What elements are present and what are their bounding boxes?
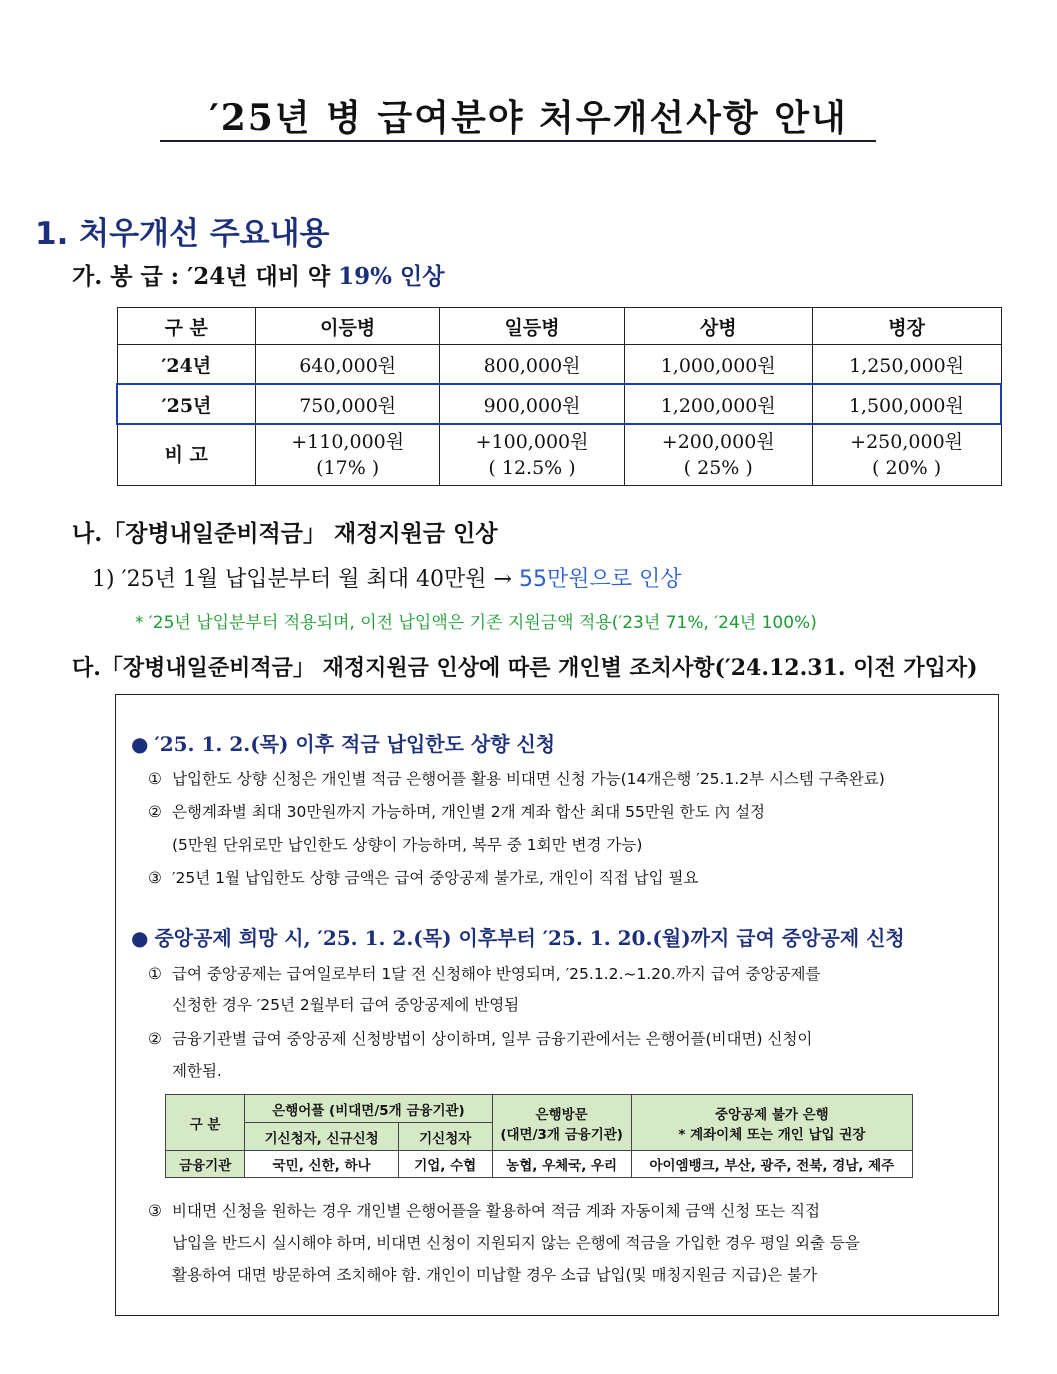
salary-header-cell: 구 분 xyxy=(117,308,256,345)
salary-row-label: ′24년 xyxy=(117,345,256,385)
list-item xyxy=(148,800,765,822)
bank-subheader-cell: 기신청자 xyxy=(398,1123,492,1151)
salary-cell: 800,000원 xyxy=(440,345,624,385)
subsection-a-prefix: 가. 봉 급 : ′24년 대비 약 xyxy=(72,263,339,290)
bank-cell: 국민, 신한, 하나 xyxy=(245,1151,399,1178)
item-text: 금융기관별 급여 중앙공제 신청방법이 상이하며, 일부 금융기관에서는 은행어플(비대면) 신청이 xyxy=(172,1030,813,1048)
list-item-continuation: 신청한 경우 ′25년 2월부터 급여 중앙공제에 반영됨 xyxy=(172,996,520,1014)
salary-header-cell: 상병 xyxy=(624,308,812,345)
bank-table-header-row xyxy=(166,1095,913,1123)
salary-row-2024 xyxy=(117,345,1001,385)
salary-cell: 750,000원 xyxy=(256,384,440,424)
salary-note-cell xyxy=(812,424,1001,486)
salary-header-cell: 일등병 xyxy=(440,308,624,345)
list-item-continuation: 활용하여 대면 방문하여 조치해야 함. 개인이 미납할 경우 소급 납입(및 매칭지원금 지급)은 불가 xyxy=(172,1266,818,1284)
item-text: 급여 중앙공제는 급여일로부터 1달 전 신청해야 반영되며, ′25.1.2.~1.20.까지 급여 중앙공제를 xyxy=(172,965,821,983)
item-text: 은행계좌별 최대 30만원까지 가능하며, 개인별 2개 계좌 합산 최대 55만원 한도 內 설정 xyxy=(172,803,766,821)
salary-table-header-row xyxy=(117,308,1001,345)
item1-highlight: 55만원으로 인상 xyxy=(518,567,682,592)
list-item-continuation: 납입을 반드시 실시해야 하며, 비대면 신청이 지원되지 않는 은행에 적금을 가입한 경우 평일 외출 등을 xyxy=(172,1234,860,1252)
item-number: ③ xyxy=(148,869,162,887)
list-item xyxy=(148,962,820,984)
subsection-b-item1 xyxy=(92,562,681,593)
none-header-line2: * 계좌이체 또는 개인 납입 권장 xyxy=(678,1126,866,1143)
increase-percent: (17% ) xyxy=(316,457,380,479)
bank-cell: 농협, 우체국, 우리 xyxy=(492,1151,631,1178)
bullet-icon: ● xyxy=(131,732,149,756)
item-number: ② xyxy=(148,1030,162,1048)
bank-header-cell xyxy=(492,1095,631,1151)
bank-subheader-cell: 기신청자, 신규신청 xyxy=(245,1123,399,1151)
salary-row-label: ′25년 xyxy=(117,384,256,424)
salary-row-note xyxy=(117,424,1001,486)
list-item xyxy=(148,866,698,888)
increase-amount: +110,000원 xyxy=(291,431,405,453)
bank-cell: 기업, 수협 xyxy=(398,1151,492,1178)
item-number: ② xyxy=(148,803,162,821)
bank-table-row xyxy=(166,1151,913,1178)
item-number: ③ xyxy=(148,1202,162,1220)
none-header-line1: 중앙공제 불가 은행 xyxy=(714,1106,829,1123)
list-item xyxy=(148,1027,812,1049)
salary-row-2025 xyxy=(117,384,1001,424)
visit-header-line2: (대면/3개 금융기관) xyxy=(500,1126,623,1143)
subsection-c-heading: 다.「장병내일준비적금」 재정지원금 인상에 따른 개인별 조치사항(′24.12.31. 이전 가입자) xyxy=(72,655,978,681)
bullet-heading-text: 중앙공제 희망 시, ′25. 1. 2.(목) 이후부터 ′25. 1. 20.(월)까지 급여 중앙공제 신청 xyxy=(154,926,905,950)
increase-percent: ( 12.5% ) xyxy=(488,457,576,479)
salary-cell: 1,200,000원 xyxy=(624,384,812,424)
list-item xyxy=(148,1199,820,1221)
salary-row-label: 비 고 xyxy=(117,424,256,486)
section1-heading: 1. 처우개선 주요내용 xyxy=(35,216,330,252)
list-item-continuation: 제한됨. xyxy=(172,1062,222,1080)
item-text: 납입한도 상향 신청은 개인별 적금 은행어플 활용 비대면 신청 가능(14개은행 ′25.1.2부 시스템 구축완료) xyxy=(172,770,885,788)
item-number: ① xyxy=(148,965,162,983)
bullet-heading-2 xyxy=(131,922,905,951)
salary-cell: 640,000원 xyxy=(256,345,440,385)
salary-note-cell xyxy=(440,424,624,486)
bullet-icon: ● xyxy=(131,926,149,950)
increase-amount: +200,000원 xyxy=(661,431,775,453)
salary-cell: 1,000,000원 xyxy=(624,345,812,385)
increase-amount: +100,000원 xyxy=(475,431,589,453)
bullet-heading-1 xyxy=(131,728,555,757)
salary-cell: 900,000원 xyxy=(440,384,624,424)
increase-percent: ( 25% ) xyxy=(683,457,753,479)
title-underline xyxy=(160,140,876,142)
salary-header-cell: 이등병 xyxy=(256,308,440,345)
item-text: 비대면 신청을 원하는 경우 개인별 은행어플을 활용하여 적금 계좌 자동이체 금액 신청 또는 직접 xyxy=(172,1202,821,1220)
bank-header-cell xyxy=(631,1095,912,1151)
bank-header-cell: 은행어플 (비대면/5개 금융기관) xyxy=(245,1095,492,1123)
item1-prefix: 1) ′25년 1월 납입분부터 월 최대 40만원 → xyxy=(92,567,519,592)
bank-table xyxy=(165,1094,913,1178)
salary-cell: 1,500,000원 xyxy=(812,384,1001,424)
page-title: ′25년 병 급여분야 처우개선사항 안내 xyxy=(209,97,848,139)
subsection-a-highlight: 19% 인상 xyxy=(338,263,445,290)
subsection-b-heading: 나.「장병내일준비적금」 재정지원금 인상 xyxy=(72,520,498,547)
list-item-continuation: (5만원 단위로만 납인한도 상향이 가능하며, 복무 중 1회만 변경 가능) xyxy=(172,836,643,854)
visit-header-line1: 은행방문 xyxy=(535,1106,588,1123)
salary-header-cell: 병장 xyxy=(812,308,1001,345)
salary-table xyxy=(116,307,1002,486)
subsection-b-footnote: * ′25년 납입분부터 적용되며, 이전 납입액은 기존 지원금액 적용(′23년 71%, ′24년 100%) xyxy=(135,613,817,633)
increase-amount: +250,000원 xyxy=(850,431,964,453)
bank-row-label: 금융기관 xyxy=(166,1151,245,1178)
salary-note-cell xyxy=(624,424,812,486)
salary-note-cell xyxy=(256,424,440,486)
item-text: ′25년 1월 납입한도 상향 금액은 급여 중앙공제 불가로, 개인이 직접 납입 필요 xyxy=(172,869,699,887)
list-item xyxy=(148,767,885,789)
bullet-heading-text: ′25. 1. 2.(목) 이후 적금 납입한도 상향 신청 xyxy=(154,732,556,756)
bank-cell: 아이엠뱅크, 부산, 광주, 전북, 경남, 제주 xyxy=(631,1151,912,1178)
subsection-a-heading xyxy=(72,258,444,291)
item-number: ① xyxy=(148,770,162,788)
increase-percent: ( 20% ) xyxy=(872,457,942,479)
salary-cell: 1,250,000원 xyxy=(812,345,1001,385)
bank-header-cell: 구 분 xyxy=(166,1095,245,1151)
